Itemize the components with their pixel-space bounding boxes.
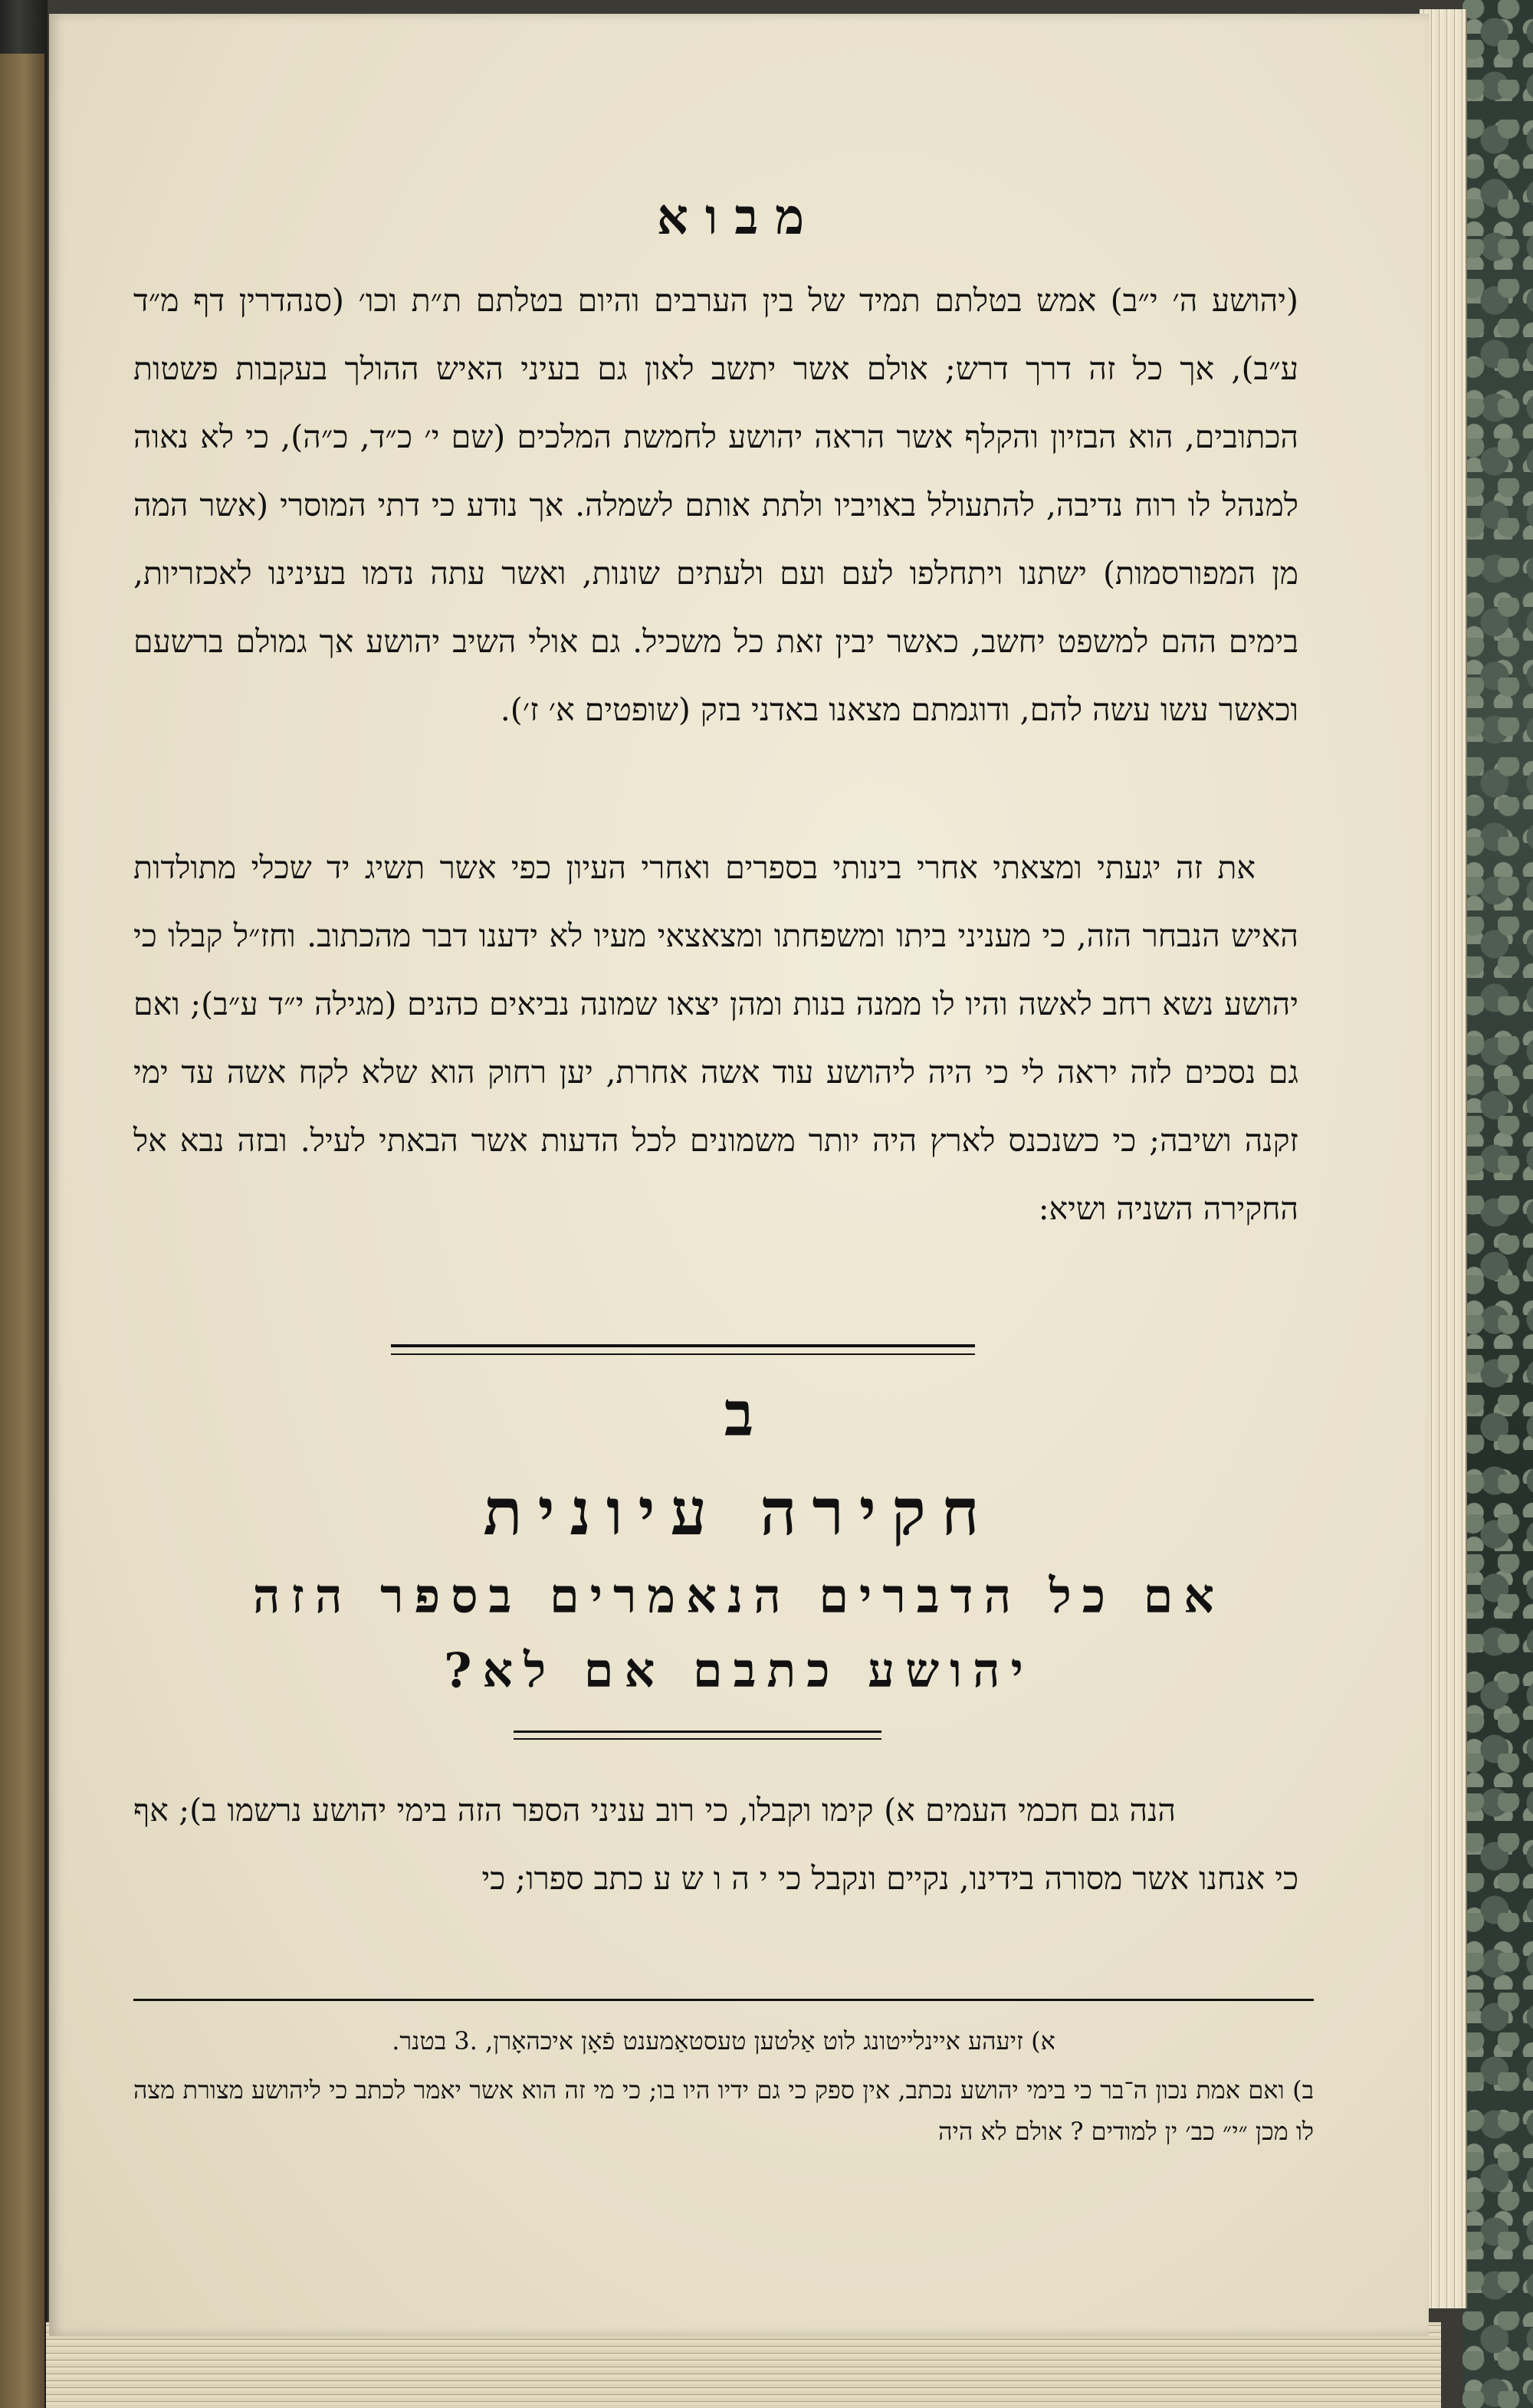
title-divider (514, 1731, 881, 1740)
marbled-cover (1462, 0, 1533, 2408)
footnote-b: ב) ואם אמת נכון ה־בר כי בימי יהושע נכתב, אין ספק כי גם ידיו היו בו; כי מי זה הוא אשר יאמר לכתב כי ליהושע מצורת מצה לו מכן ״י״ כב׳ ין למודים ? אולם לא היה (133, 2075, 1314, 2146)
book-page (49, 14, 1429, 2336)
footnote-rule (133, 1999, 1314, 2001)
intro-paragraph-1: (יהושע ה׳ י״ב) אמש בטלתם תמיד של בין הערבים והיום בטלתם ת״ת וכו׳ (סנהדרין דף מ״ד ע״ב), אך כל זה דרך דרש; אולם אשר יתשב לאון גם בעיני האיש ההולך בעקבות פשטות הכתובים, הוא הבזיון והקלף אשר הראה יהושע לחמשת המלכים (שם י׳ כ״ד, כ״ה), כי לא נאוה למנהל לו רוח נדיבה, להתעולל באויביו ולתת אותם לשמלה. אך נודע כי דתי המוסרי (אשר המה מן המפורסמות) ישתנו ויתחלפו לעם ועם ולעתים שונות, ואשר עתה נדמו בעינינו לאכזריות, בימים ההם למשפט יחשב, כאשר יבין זאת כל משכיל. גם אולי השיב יהושע אך גמולם ברשעם וכאשר עשו עשה להם, ודוגמתם מצאנו באדני בזק (שופטים א׳ ז׳). (133, 282, 1298, 728)
section-title: חקירה עיונית (483, 1474, 995, 1550)
section-body (133, 1776, 1298, 1913)
intro-block-2 (133, 834, 1298, 1243)
section-subtitle-line-2: יהושע כתבם אם לא? (444, 1642, 1034, 1698)
intro-paragraph-2: את זה יגעתי ומצאתי אחרי בינותי בספרים ואחרי העיון כפי אשר תשיג יד שכלי מתולדות האיש הנבחר הזה, כי מעניני ביתו ומשפחתו ומצאצאי מעיו לא ידענו דבר מהכתוב. וחז״ל קבלו כי יהושע נשא רחב לאשה והיו לו ממנה בנות ומהן יצאו שמונה נביאים כהנים (מגילה י״ד ע״ב); ואם גם נסכים לזה יראה לי כי היה ליהושע עוד אשה אחרת, יען רחוק הוא שלא לקח אשה עד ימי זקנה ושיבה; כי כשנכנס לארץ היה יותר משמונים לכל הדעות אשר הבאתי לעיל. ובזה נבא אל החקירה השניה ושיא: (133, 849, 1298, 1227)
footnote-a: א) זיעהע איינלייטונג לוט אַלטען טעסטאַמענט פֿאָן איכהאָרן, .3 בטנר. (392, 2026, 1055, 2055)
running-head: מבוא (656, 189, 822, 246)
section-paragraph: הנה גם חכמי העמים א) קימו וקבלו, כי רוב עניני הספר הזה בימי יהושע נרשמו ב); אף כי אנחנו אשר מסורה בידינו, נקיים ונקבל כי י ה ו ש ע כתב ספרו; כי (133, 1792, 1298, 1897)
section-letter: ב (724, 1378, 754, 1450)
footnotes (133, 2020, 1314, 2160)
intro-block-1 (133, 267, 1298, 744)
section-subtitle-line-1: אם כל הדברים הנאמרים בספר הזה (252, 1568, 1226, 1624)
binding-board (0, 54, 44, 2408)
section-divider (391, 1344, 975, 1355)
